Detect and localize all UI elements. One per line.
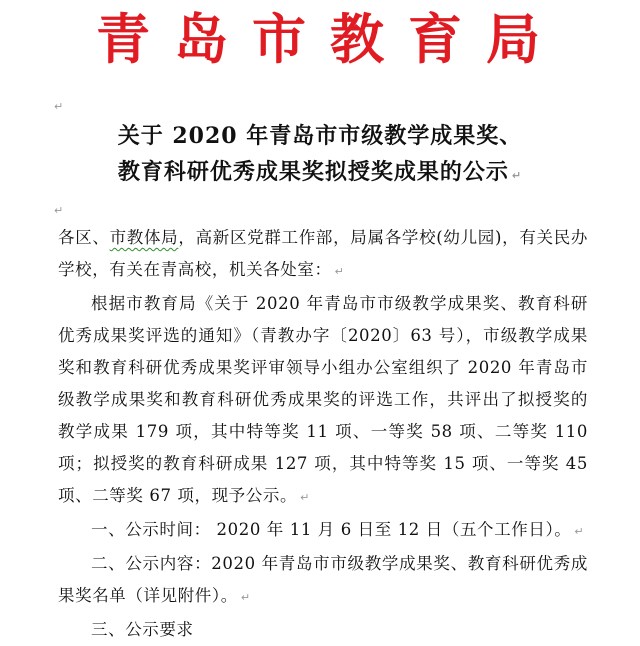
letterhead [0, 6, 640, 76]
document-body [58, 222, 588, 646]
paragraph-mark-icon: ↵ [300, 491, 310, 504]
paragraph-mark-icon: ↵ [511, 169, 523, 182]
document-title-line-1: 关于 2020 年青岛市市级教学成果奖、 [117, 123, 523, 149]
salutation-text: 各区、 [58, 228, 110, 247]
body-paragraph-3 [58, 548, 588, 614]
letterhead-title: 青岛市教育局 [96, 7, 564, 71]
body-paragraph-text: 三、公示要求 [91, 620, 194, 639]
document-title [0, 118, 640, 194]
body-paragraph-2 [58, 514, 588, 548]
paragraph-mark-icon: ↵ [54, 204, 64, 217]
document-title-line-2-text: 教育科研优秀成果奖拟授奖成果的公示 [117, 159, 509, 185]
body-paragraph-text: 二、公示内容：2020 年青岛市市级教学成果奖、教育科研优秀成果奖名单（详见附件）。 [58, 554, 588, 605]
body-paragraph-1 [58, 288, 588, 514]
paragraph-mark-icon: ↵ [240, 591, 251, 604]
body-paragraph-text: 根据市教育局《关于 2020 年青岛市市级教学成果奖、教育科研优秀成果奖评选的通知》（青教办字〔2020〕63 号），市级教学成果奖和教育科研优秀成果奖评审领导小组办公室组织了 2020 年青岛市级教学成果奖和教育科研优秀成果奖的评选工作，共评出了拟授奖的教学成果 179 项，其中特等奖 11 项、一等奖 58 项、二等奖 110 项；拟授奖的教育科研成果 127 项，其中特等奖 15 项、一等奖 45 项、二等奖 67 项，现予公示。 [58, 294, 588, 505]
document-title-line-2 [0, 154, 640, 194]
body-paragraph-text: 一、公示时间： 2020 年 11 月 6 日至 12 日（五个工作日）。 [91, 520, 572, 539]
grammar-flagged-text: 市教体局 [109, 228, 179, 247]
salutation [58, 222, 588, 288]
paragraph-mark-icon: ↵ [574, 525, 585, 538]
paragraph-mark-icon: ↵ [334, 265, 345, 278]
paragraph-mark-icon: ↵ [54, 100, 64, 113]
salutation-text: ，高新区党群工作部，局属各学校(幼儿园)，有关民办学校，有关在青高校，机关各处室： [58, 228, 588, 279]
